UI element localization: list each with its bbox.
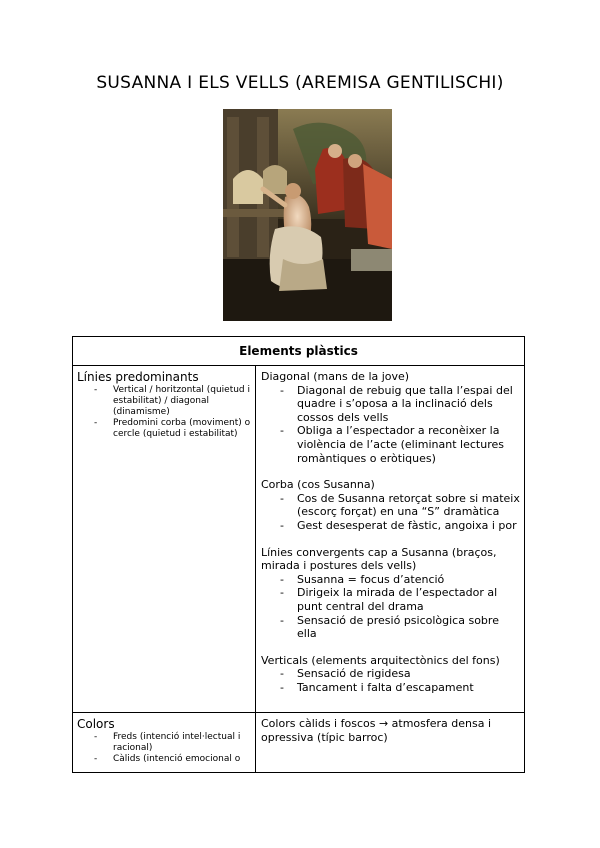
artwork-image [223,109,392,321]
list-item: - Sensació de presió psicològica sobre ella [261,614,520,641]
colors-heading: Colors [77,717,115,731]
list-item: - Susanna = focus d’atenció [261,573,520,587]
block-heading: Diagonal (mans de la jove) [261,370,410,383]
list-item: - Cos de Susanna retorçat sobre si mateix (escorç forçat) en una “S” dramàtica [261,492,520,519]
list-item: - Dirigeix la mirada de l’espectador al punt central del drama [261,586,520,613]
colors-description: Colors càlids i foscos → atmosfera densa i opressiva (típic barroc) [261,717,492,744]
verticals-block [261,654,520,695]
list-item: - Càlids (intenció emocional o [77,754,251,765]
colors-right-cell [256,713,524,772]
block-heading: Verticals (elements arquitectònics del fons) [261,653,500,667]
elements-table [72,336,525,773]
lines-options-list [77,385,251,440]
colors-left-cell [73,713,256,772]
table-header: Elements plàstics [73,337,524,366]
list-item: - Tancament i falta d’escapament [261,681,520,695]
list-item: - Freds (intenció intel·lectual i racional) [77,732,251,754]
convergent-block [261,546,520,641]
block-heading: Línies convergents cap a Susanna (braços, mirada i postures dels vells) [261,545,497,573]
list-item: - Predomini corba (moviment) o cercle (quietud i estabilitat) [77,418,251,440]
colors-options-list [77,732,251,765]
list-item: - Gest desesperat de fàstic, angoixa i por [261,519,520,533]
table-row-lines [73,366,524,712]
diagonal-block [261,370,520,465]
lines-right-cell [256,366,524,712]
curve-block [261,478,520,532]
list-item: - Vertical / horitzontal (quietud i estabilitat) / diagonal (dinamisme) [77,385,251,418]
list-item: - Diagonal de rebuig que talla l’espai del quadre i s’oposa a la inclinació dels cossos dels vells [261,384,520,425]
lines-left-cell [73,366,256,712]
list-item: - Sensació de rigidesa [261,667,520,681]
table-row-colors [73,712,524,772]
list-item: - Obliga a l’espectador a reconèixer la violència de l’acte (eliminant lectures romàntiques o eròtiques) [261,424,520,465]
page-title: SUSANNA I ELS VELLS (AREMISA GENTILISCHI) [96,73,504,93]
block-heading: Corba (cos Susanna) [261,478,375,492]
lines-heading: Línies predominants [77,370,199,384]
